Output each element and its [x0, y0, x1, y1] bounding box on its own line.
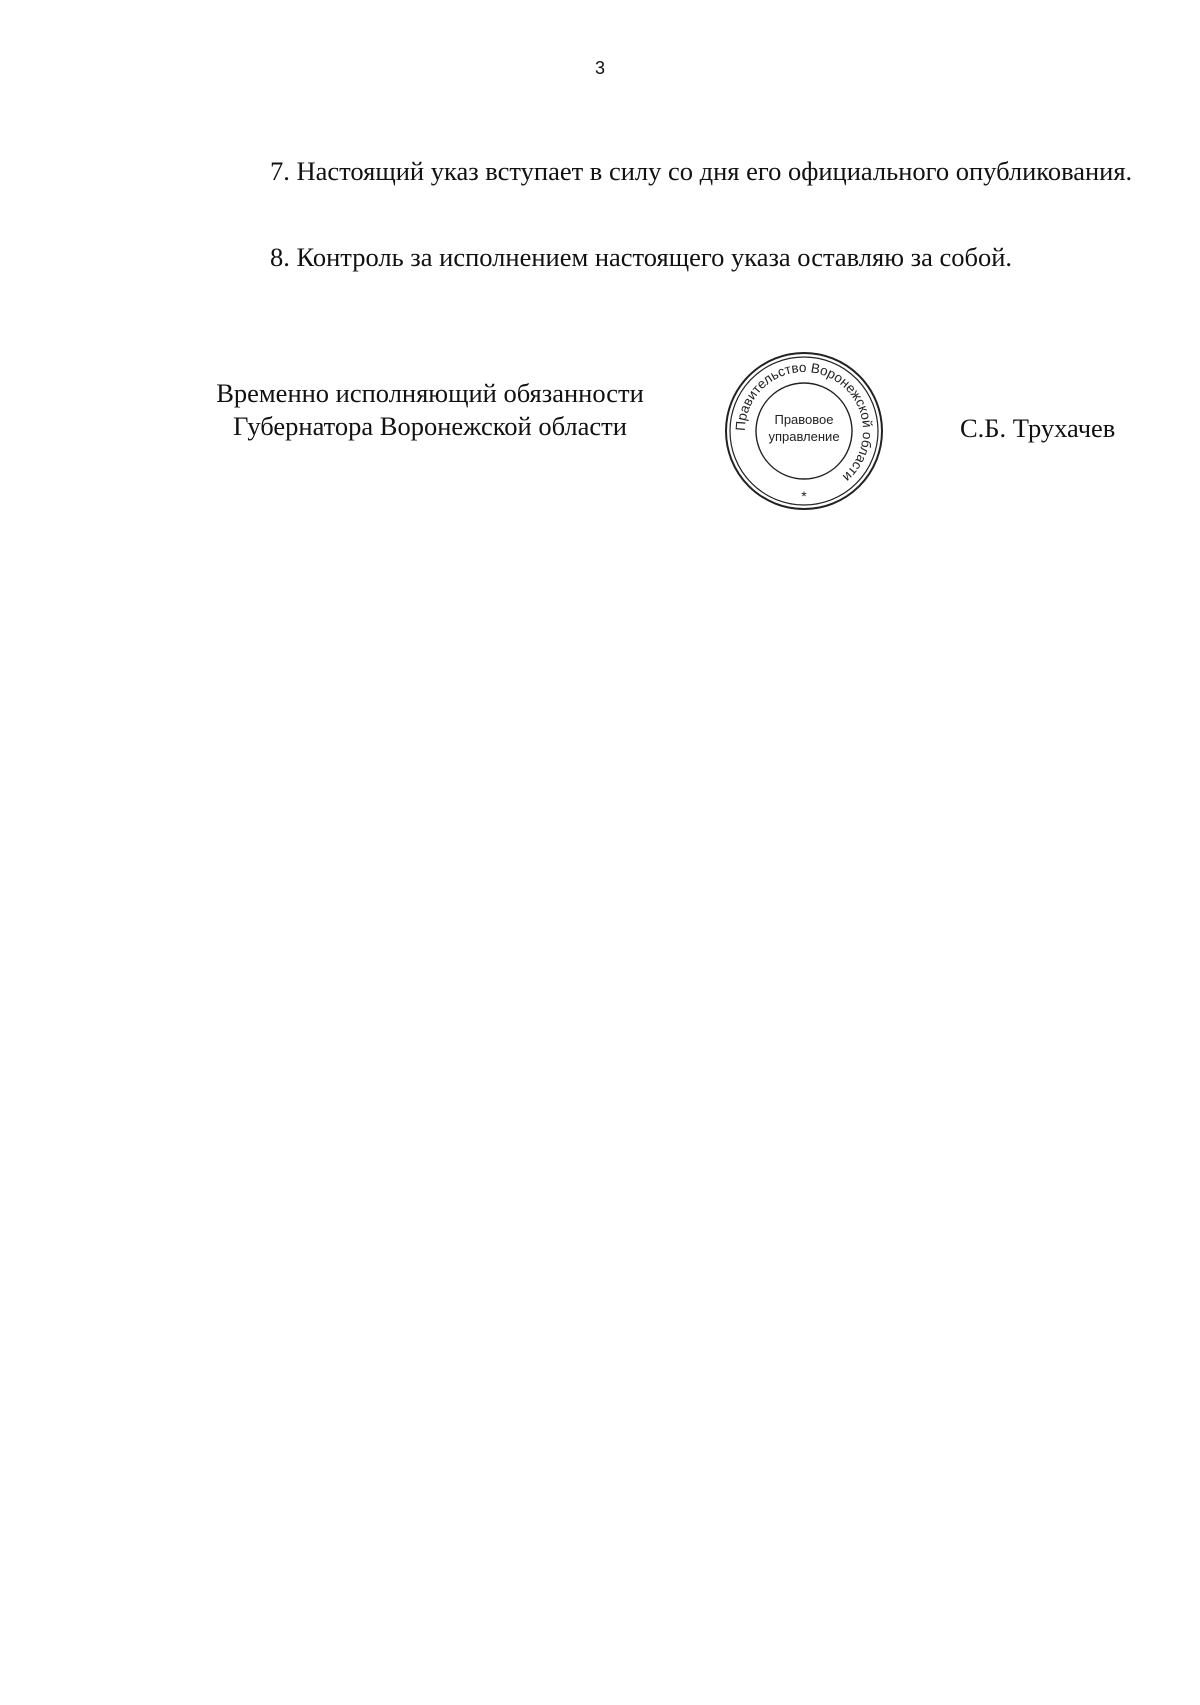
stamp-center-line-1: Правовое — [774, 412, 834, 427]
paragraph-8: 8. Контроль за исполнением настоящего указа оставляю за собой. — [270, 242, 1013, 272]
paragraph-7: 7. Настоящий указ вступает в силу со дня его официального опубликования. — [270, 156, 1133, 186]
signer-name: С.Б. Трухачев — [960, 413, 1116, 443]
stamp-center-line-2: управление — [768, 429, 840, 444]
page-number: 3 — [594, 58, 605, 78]
signer-position — [200, 377, 660, 443]
stamp-ring-text: Правительство Воронежской области — [732, 359, 876, 485]
signer-position-line-2: Губернатора Воронежской области — [233, 411, 627, 441]
official-stamp — [723, 350, 885, 512]
stamp-star: * — [801, 488, 807, 504]
signer-position-line-1: Временно исполняющий обязанности — [216, 378, 644, 408]
